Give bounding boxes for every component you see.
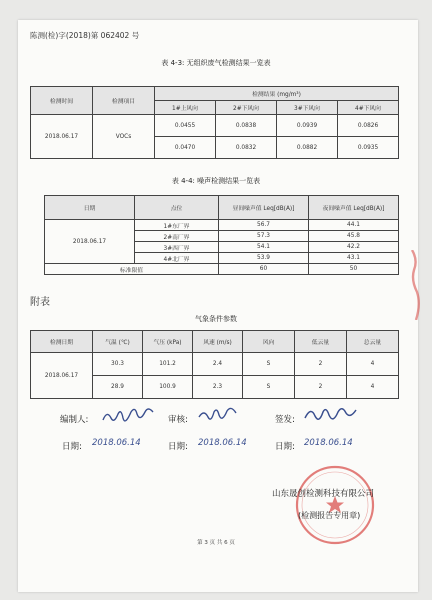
col-head: 总云量 [347,331,399,353]
table-cell: 4#北厂界 [135,253,219,264]
table-cell: 45.8 [309,231,399,242]
reviewer-signature [196,405,242,425]
col-head: 检测日期 [31,331,93,353]
table-cell: 101.2 [143,353,193,376]
table-cell: 0.0935 [338,137,399,159]
sample-date: 2018.06.17 [31,115,93,159]
table-cell: S [243,353,295,376]
table-cell: 2#南厂界 [135,231,219,242]
noise-date: 2018.06.17 [45,220,135,264]
col-head: 低云量 [295,331,347,353]
table-cell: 3#西厂界 [135,242,219,253]
col-head-day: 昼间噪声值 Leq[dB(A)] [219,196,309,220]
review-date-label: 日期: [168,442,188,452]
document-number: 陈测(检)字(2018)第 062402 号 [30,31,140,40]
col-head-results: 检测结果 (mg/m³) [155,87,399,101]
col-head: 气温 (℃) [93,331,143,353]
table-cell: 54.1 [219,242,309,253]
approve-date-label: 日期: [275,442,295,452]
col-head-time: 检测时间 [31,87,93,115]
dir-3: 3#下风向 [277,101,338,115]
col-head: 气压 (kPa) [143,331,193,353]
review-date: 2018.06.14 [198,438,247,448]
company-seal [292,462,378,548]
table-row [31,115,399,137]
table-cell: 28.9 [93,376,143,399]
test-item: VOCs [93,115,155,159]
seal-caption: (检测报告专用章) [298,511,361,520]
col-head: 风速 (m/s) [193,331,243,353]
dir-2: 2#下风向 [216,101,277,115]
approver-signature [302,404,362,426]
table-cell: 0.0882 [277,137,338,159]
table-cell: S [243,376,295,399]
col-head-item: 检测项目 [93,87,155,115]
appendix-title: 附表 [30,297,50,308]
table1-caption: 表 4-3: 无组织废气检测结果一览表 [161,59,271,67]
table-cell: 53.9 [219,253,309,264]
table-cell: 0.0939 [277,115,338,137]
page-number: 第 3 页 共 6 页 [197,540,235,546]
approve-date: 2018.06.14 [304,438,353,448]
table-cell: 2.3 [193,376,243,399]
table-cell: 44.1 [309,220,399,231]
col-head-date: 日期 [45,196,135,220]
table-cell: 2 [295,376,347,399]
weather-conditions-table [30,330,399,399]
table-cell: 2.4 [193,353,243,376]
dir-4: 4#下风向 [338,101,399,115]
noise-results-table [44,195,399,275]
review-label: 审核: [168,415,188,425]
table-row [45,220,399,231]
limit-day: 60 [219,264,309,275]
compiler-signature [100,406,158,426]
table-cell: 0.0455 [155,115,216,137]
table-row [31,353,399,376]
dir-1: 1#上风向 [155,101,216,115]
table-row [45,264,399,275]
limit-night: 50 [309,264,399,275]
col-head-point: 点位 [135,196,219,220]
table-cell: 57.3 [219,231,309,242]
table-cell: 1#东厂界 [135,220,219,231]
table-cell: 0.0826 [338,115,399,137]
approve-label: 签发: [275,415,295,425]
compile-date-label: 日期: [62,442,82,452]
table-cell: 0.0832 [216,137,277,159]
table-cell: 56.7 [219,220,309,231]
edge-stamp [410,250,420,320]
weather-date: 2018.06.17 [31,353,93,399]
table-cell: 4 [347,353,399,376]
table-cell: 0.0470 [155,137,216,159]
table-cell: 42.2 [309,242,399,253]
limit-label: 标准限值 [45,264,219,275]
table-cell: 100.9 [143,376,193,399]
table-cell: 2 [295,353,347,376]
table-cell: 4 [347,376,399,399]
compile-date: 2018.06.14 [92,438,141,448]
col-head: 风向 [243,331,295,353]
compile-label: 编制人: [60,415,89,425]
table3-caption: 气象条件参数 [195,315,237,323]
table-cell: 43.1 [309,253,399,264]
col-head-night: 夜间噪声值 Leq[dB(A)] [309,196,399,220]
table-cell: 0.0838 [216,115,277,137]
table-cell: 30.3 [93,353,143,376]
voc-results-table [30,86,399,159]
company-name: 山东晟创检测科技有限公司 [272,489,375,499]
table2-caption: 表 4-4: 噪声检测结果一览表 [171,177,261,185]
